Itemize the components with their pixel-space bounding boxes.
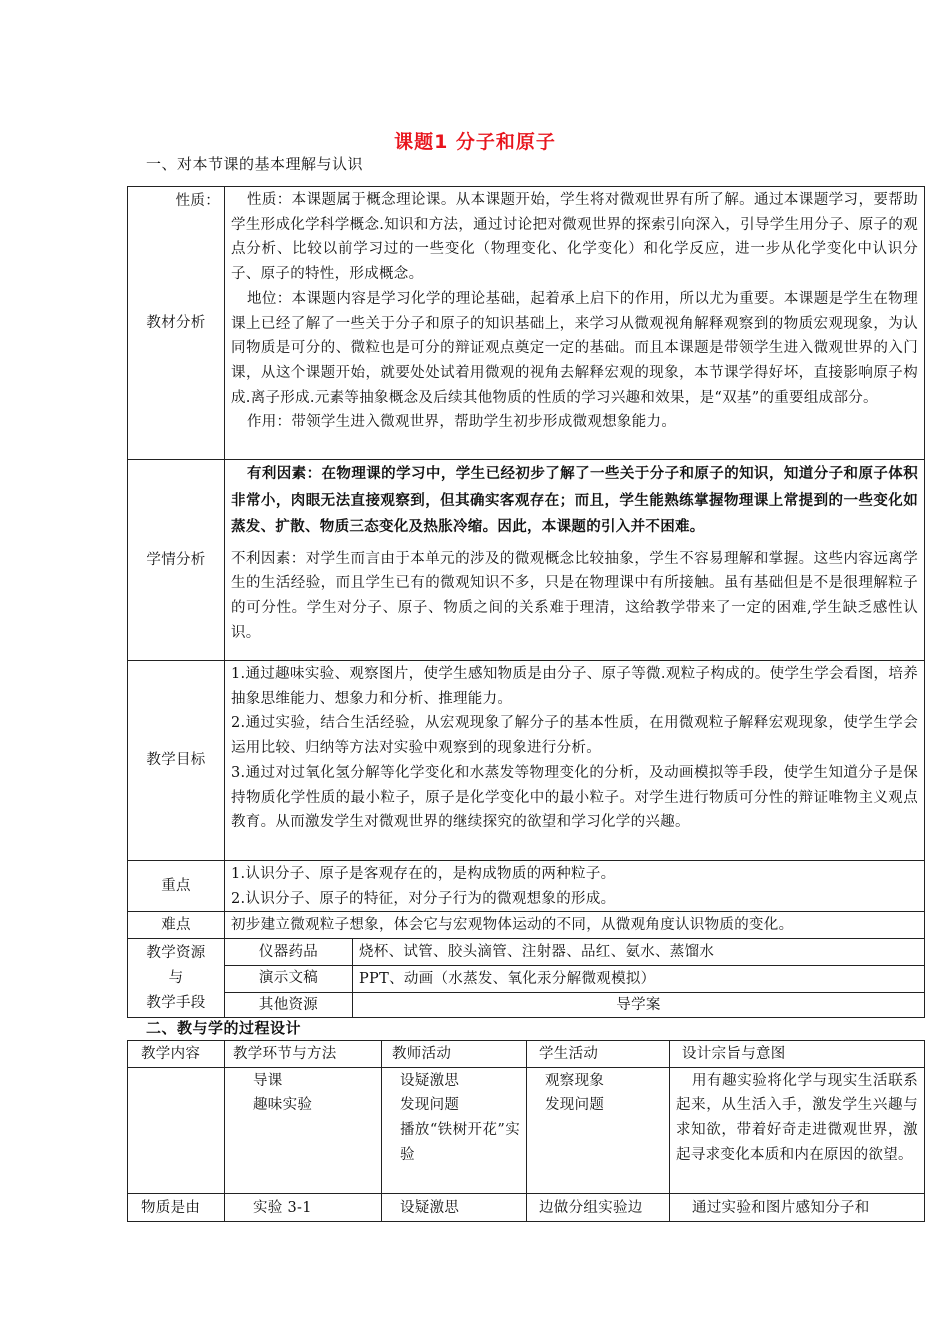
difficulty-content: 初步建立微观粒子想象，体会它与宏观物体运动的不同，从微观角度认识物质的变化。 (225, 912, 925, 939)
students-content (225, 460, 925, 661)
row-key (128, 861, 925, 912)
key-item: 1.认识分子、原子是客观存在的，是构成物质的两种粒子。 (231, 866, 616, 882)
analysis-table (127, 186, 925, 1018)
goal-item: 2.通过实验，结合生活经验，从宏观现象了解分子的基本性质，在用微观粒子解释宏观现象，使学生学会运用比较、归纳等方法对实验中观察到的现象进行分析。 (231, 715, 919, 757)
row2-teacher: 设疑激思 (382, 1193, 527, 1221)
header-student: 学生活动 (527, 1041, 670, 1068)
row1-purpose (670, 1067, 925, 1193)
section-heading-2: 二、教与学的过程设计 (146, 1019, 302, 1037)
goals-label: 教学目标 (128, 661, 225, 861)
header-method: 教学环节与方法 (225, 1041, 382, 1068)
teacher-line: 设疑激思 (400, 1072, 460, 1089)
row1-teacher (382, 1067, 527, 1193)
row-resource-3 (128, 992, 925, 1018)
row2-method: 实验 3-1 (225, 1193, 382, 1221)
textbook-position: 地位：本课题内容是学习化学的理论基础，起着承上启下的作用，所以尤为重要。本课题是学生在物理课上已经了解了一些关于分子和原子的知识基础上，来学习从微观视角解释观察到的物质宏观现象，为认同物质是可分的、微粒也是可分的辩证观点奠定一定的基础。而且本课题是带领学生进入微观世界的入门课，从这个课题开始，就要处处试着用微观的视角去解释宏观的现象，本节课学得好坏，直接影响原子构成.离子形成.元素等抽象概念及后续其他物质的性质的学习兴趣和效果，是“双基”的重要组成部分。 (231, 290, 919, 406)
process-table (127, 1040, 925, 1222)
process-header-row (128, 1041, 925, 1068)
row-textbook (128, 187, 925, 460)
row-students (128, 460, 925, 661)
textbook-sublabel: 性质： (175, 193, 220, 209)
row-resource-1 (128, 939, 925, 966)
section-heading-1: 一、对本节课的基本理解与认识 (146, 155, 364, 173)
students-unfavorable: 不利因素：对学生而言由于本单元的涉及的微观概念比较抽象，学生不容易理解和掌握。这些内容远离学生的生活经验，而且学生已有的微观知识不多，只是在物理课中有所接触。虽有基础但是不是很理解粒子的可分性。学生对分子、原子、物质之间的关系难于理清，这给教学带来了一定的困难,学生缺乏感性认识。 (231, 550, 919, 641)
method-line: 趣味实验 (253, 1097, 313, 1114)
students-label: 学情分析 (128, 460, 225, 661)
resource-name: 演示文稿 (225, 965, 353, 992)
purpose-text: 用有趣实验将化学与现实生活联系起来，从生活入手，激发学生兴趣与求知欲，带着好奇走进微观世界，激起寻求变化本质和内在原因的欲望。 (676, 1072, 918, 1163)
student-line: 观察现象 (545, 1072, 605, 1089)
row-difficulty (128, 912, 925, 939)
textbook-label-cell (128, 187, 225, 460)
textbook-nature: 性质：本课题属于概念理论课。从本课题开始，学生将对微观世界有所了解。通过本课题学习，要帮助学生形成化学科学概念.知识和方法，通过讨论把对微观世界的探索引向深入，引导学生用分子、原子的观点分析、比较以前学习过的一些变化（物理变化、化学变化）和化学反应，进一步从化学变化中认识分子、原子的特性，形成概念。 (231, 192, 919, 283)
row1-method (225, 1067, 382, 1193)
resource-value: PPT、动画（水蒸发、氧化汞分解微观模拟） (353, 965, 925, 992)
resource-value: 烧杯、试管、胶头滴管、注射器、品红、氨水、蒸馏水 (353, 939, 925, 966)
header-purpose: 设计宗旨与意图 (670, 1041, 925, 1068)
goal-item: 3.通过对过氧化氢分解等化学变化和水蒸发等物理变化的分析，及动画模拟等手段，使学生知道分子是保持物质化学性质的最小粒子，原子是化学变化中的最小粒子。对学生进行物质可分性的辩证唯物主义观点教育。从而激发学生对微观世界的继续探究的欲望和学习化学的兴趣。 (231, 764, 919, 831)
resource-name: 仪器药品 (225, 939, 353, 966)
row1-student (527, 1067, 670, 1193)
header-teacher: 教师活动 (382, 1041, 527, 1068)
goal-item: 1.通过趣味实验、观察图片，使学生感知物质是由分子、原子等微.观粒子构成的。使学生学会看图，培养抽象思维能力、想象力和分析、推理能力。 (231, 666, 919, 707)
resource-name: 其他资源 (225, 992, 353, 1018)
key-label: 重点 (128, 861, 225, 912)
goals-content (225, 661, 925, 861)
resources-label-line: 教学资源 (146, 944, 206, 961)
row2-student: 边做分组实验边 (527, 1193, 670, 1221)
row1-content (128, 1067, 225, 1193)
students-favorable: 有利因素：在物理课的学习中，学生已经初步了解了一些关于分子和原子的知识，知道分子和原子体积非常小，肉眼无法直接观察到，但其确实客观存在；而且，学生能熟练掌握物理课上常提到的一些变化如蒸发、扩散、物质三态变化及热胀冷缩。因此，本课题的引入并不困难。 (231, 466, 919, 535)
resources-label (128, 939, 225, 1018)
row-goals (128, 661, 925, 861)
textbook-label: 教材分析 (146, 315, 206, 331)
key-item: 2.认识分子、原子的特征，对分子行为的微观想象的形成。 (231, 890, 616, 907)
process-row-2 (128, 1193, 925, 1221)
row2-content: 物质是由 (128, 1193, 225, 1221)
student-line: 发现问题 (545, 1097, 605, 1114)
row-resource-2 (128, 965, 925, 992)
process-row-1 (128, 1067, 925, 1193)
textbook-role: 作用：带领学生进入微观世界，帮助学生初步形成微观想象能力。 (246, 414, 677, 431)
resource-value: 导学案 (353, 992, 925, 1018)
teacher-line: 发现问题 (400, 1097, 460, 1114)
method-line: 导课 (253, 1072, 283, 1089)
page-title: 课题1 分子和原子 (394, 131, 556, 153)
textbook-content (225, 187, 925, 460)
purpose-text: 通过实验和图片感知分子和 (691, 1199, 870, 1216)
teacher-line: 播放“铁树开花”实验 (400, 1122, 520, 1163)
resources-label-line: 教学手段 (146, 994, 206, 1011)
row2-purpose (670, 1193, 925, 1221)
difficulty-label: 难点 (128, 912, 225, 939)
key-content (225, 861, 925, 912)
resources-label-line: 与 (168, 969, 184, 986)
header-content: 教学内容 (128, 1041, 225, 1068)
